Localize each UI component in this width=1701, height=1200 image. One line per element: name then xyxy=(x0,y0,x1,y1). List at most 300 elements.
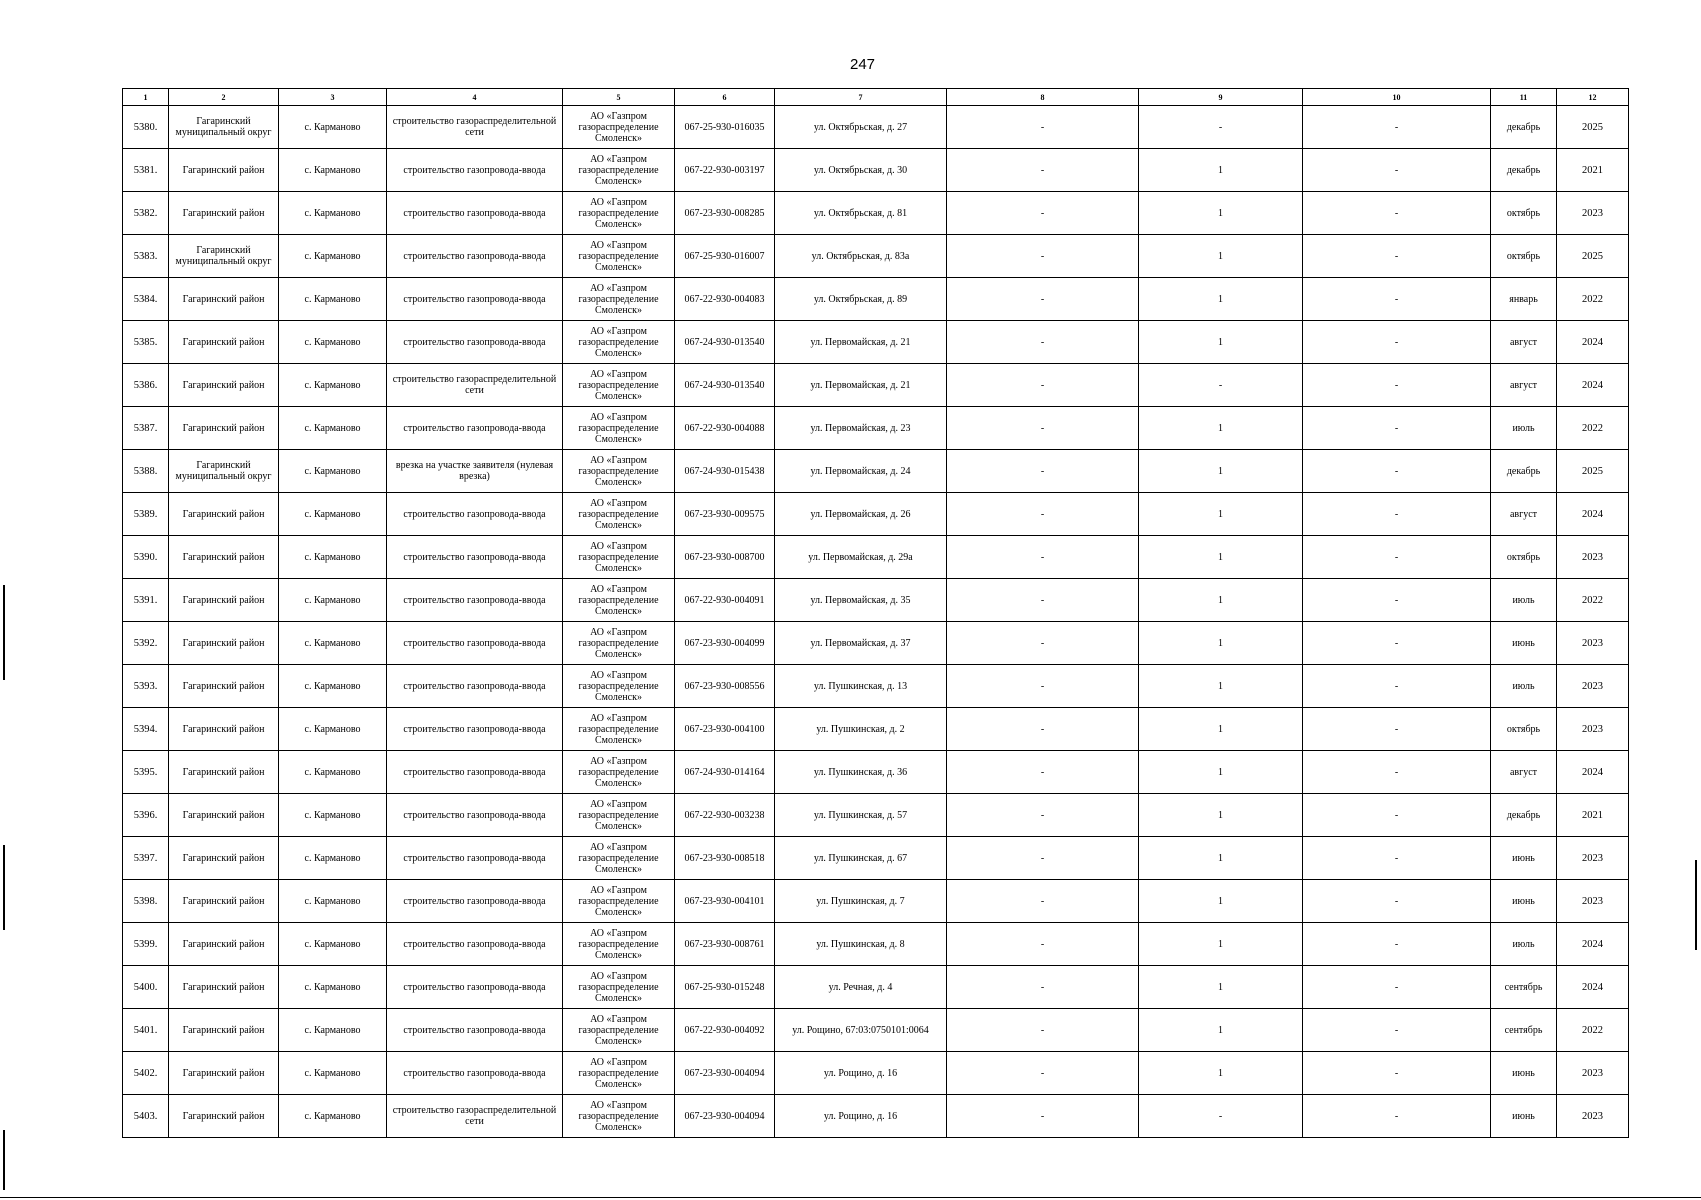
table-cell: 5398. xyxy=(123,880,169,923)
table-cell: строительство газораспределительной сети xyxy=(387,364,563,407)
table-cell: 1 xyxy=(1139,837,1303,880)
table-cell: ул. Первомайская, д. 35 xyxy=(775,579,947,622)
table-cell: строительство газораспределительной сети xyxy=(387,106,563,149)
table-header xyxy=(123,89,1629,106)
table-cell: 5390. xyxy=(123,536,169,579)
table-cell: август xyxy=(1491,321,1557,364)
scan-mark xyxy=(3,1130,5,1190)
table-cell: с. Карманово xyxy=(279,493,387,536)
table-cell: 5393. xyxy=(123,665,169,708)
table-cell: - xyxy=(947,321,1139,364)
table-cell: АО «Газпром газораспределение Смоленск» xyxy=(563,794,675,837)
table-cell: с. Карманово xyxy=(279,278,387,321)
table-cell: АО «Газпром газораспределение Смоленск» xyxy=(563,1009,675,1052)
table-cell: 5394. xyxy=(123,708,169,751)
table-cell: октябрь xyxy=(1491,708,1557,751)
table-cell: 1 xyxy=(1139,880,1303,923)
table-cell: декабрь xyxy=(1491,450,1557,493)
table-cell: август xyxy=(1491,364,1557,407)
table-cell: - xyxy=(1303,235,1491,278)
table-cell: ул. Первомайская, д. 26 xyxy=(775,493,947,536)
table-cell: АО «Газпром газораспределение Смоленск» xyxy=(563,1052,675,1095)
table-row xyxy=(123,450,1629,493)
table-cell: строительство газопровода-ввода xyxy=(387,708,563,751)
table-cell: АО «Газпром газораспределение Смоленск» xyxy=(563,364,675,407)
table-cell: - xyxy=(947,579,1139,622)
table-cell: строительство газораспределительной сети xyxy=(387,1095,563,1138)
table-cell: 067-23-930-008285 xyxy=(675,192,775,235)
table-cell: - xyxy=(947,837,1139,880)
table-cell: 2023 xyxy=(1557,837,1629,880)
table-cell: 5396. xyxy=(123,794,169,837)
table-cell: 5402. xyxy=(123,1052,169,1095)
table-cell: 2025 xyxy=(1557,450,1629,493)
table-cell: 067-23-930-008556 xyxy=(675,665,775,708)
table-cell: Гагаринский муниципальный округ xyxy=(169,450,279,493)
table-cell: - xyxy=(947,880,1139,923)
table-cell: - xyxy=(947,235,1139,278)
table-cell: 1 xyxy=(1139,278,1303,321)
table-cell: 1 xyxy=(1139,966,1303,1009)
table-cell: Гагаринский район xyxy=(169,622,279,665)
table-cell: Гагаринский район xyxy=(169,493,279,536)
table-cell: с. Карманово xyxy=(279,880,387,923)
table-cell: 2023 xyxy=(1557,1095,1629,1138)
table-cell: июль xyxy=(1491,923,1557,966)
table-cell: с. Карманово xyxy=(279,751,387,794)
table-cell: 2022 xyxy=(1557,278,1629,321)
table-cell: 067-22-930-003238 xyxy=(675,794,775,837)
page-number: 247 xyxy=(850,56,876,73)
table-cell: с. Карманово xyxy=(279,622,387,665)
table-cell: 1 xyxy=(1139,536,1303,579)
table-cell: с. Карманово xyxy=(279,192,387,235)
table-cell: 5397. xyxy=(123,837,169,880)
table-cell: декабрь xyxy=(1491,794,1557,837)
table-cell: строительство газопровода-ввода xyxy=(387,794,563,837)
table-cell: 1 xyxy=(1139,149,1303,192)
table-cell: 1 xyxy=(1139,1009,1303,1052)
table-row xyxy=(123,106,1629,149)
table-cell: 067-25-930-016007 xyxy=(675,235,775,278)
table-cell: 1 xyxy=(1139,708,1303,751)
table-cell: Гагаринский муниципальный округ xyxy=(169,235,279,278)
table-cell: - xyxy=(947,1052,1139,1095)
table-cell: ул. Пушкинская, д. 8 xyxy=(775,923,947,966)
column-header-8: 8 xyxy=(947,89,1139,106)
table-cell: ул. Пушкинская, д. 7 xyxy=(775,880,947,923)
table-cell: - xyxy=(947,192,1139,235)
table-cell: 2025 xyxy=(1557,106,1629,149)
table-cell: АО «Газпром газораспределение Смоленск» xyxy=(563,106,675,149)
table-cell: ул. Рощино, д. 16 xyxy=(775,1052,947,1095)
table-cell: строительство газопровода-ввода xyxy=(387,536,563,579)
table-cell: - xyxy=(1303,751,1491,794)
table-cell: с. Карманово xyxy=(279,837,387,880)
table-cell: Гагаринский район xyxy=(169,837,279,880)
table-cell: с. Карманово xyxy=(279,1009,387,1052)
table-cell: Гагаринский муниципальный округ xyxy=(169,106,279,149)
table-cell: 1 xyxy=(1139,923,1303,966)
table-cell: 067-25-930-016035 xyxy=(675,106,775,149)
table-cell: 5381. xyxy=(123,149,169,192)
table-cell: - xyxy=(1303,622,1491,665)
table-cell: АО «Газпром газораспределение Смоленск» xyxy=(563,837,675,880)
table-cell: с. Карманово xyxy=(279,450,387,493)
table-cell: с. Карманово xyxy=(279,923,387,966)
table-cell: - xyxy=(1303,579,1491,622)
table-cell: с. Карманово xyxy=(279,579,387,622)
table-cell: - xyxy=(947,1009,1139,1052)
table-cell: ул. Октябрьская, д. 89 xyxy=(775,278,947,321)
table-cell: ул. Первомайская, д. 23 xyxy=(775,407,947,450)
table-row xyxy=(123,622,1629,665)
scan-mark xyxy=(3,845,5,930)
table-cell: с. Карманово xyxy=(279,407,387,450)
table-cell: с. Карманово xyxy=(279,708,387,751)
table-cell: июнь xyxy=(1491,837,1557,880)
table-cell: 1 xyxy=(1139,407,1303,450)
table-cell: строительство газопровода-ввода xyxy=(387,149,563,192)
scan-mark xyxy=(3,585,5,680)
table-cell: строительство газопровода-ввода xyxy=(387,966,563,1009)
table-cell: 1 xyxy=(1139,1052,1303,1095)
table-cell: АО «Газпром газораспределение Смоленск» xyxy=(563,751,675,794)
table-cell: Гагаринский район xyxy=(169,321,279,364)
table-cell: июнь xyxy=(1491,880,1557,923)
table-cell: - xyxy=(1303,149,1491,192)
table-cell: АО «Газпром газораспределение Смоленск» xyxy=(563,536,675,579)
table-cell: с. Карманово xyxy=(279,794,387,837)
table-cell: - xyxy=(1303,665,1491,708)
table-cell: сентябрь xyxy=(1491,966,1557,1009)
table-cell: 2023 xyxy=(1557,536,1629,579)
table-cell: 1 xyxy=(1139,622,1303,665)
table-cell: Гагаринский район xyxy=(169,536,279,579)
table-cell: ул. Рощино, 67:03:0750101:0064 xyxy=(775,1009,947,1052)
table-cell: 067-22-930-004091 xyxy=(675,579,775,622)
table-cell: 2024 xyxy=(1557,364,1629,407)
table-cell: АО «Газпром газораспределение Смоленск» xyxy=(563,966,675,1009)
table-cell: - xyxy=(1303,794,1491,837)
table-cell: ул. Первомайская, д. 21 xyxy=(775,364,947,407)
column-header-9: 9 xyxy=(1139,89,1303,106)
table-cell: - xyxy=(1303,407,1491,450)
table-cell: с. Карманово xyxy=(279,1052,387,1095)
table-cell: - xyxy=(1303,1095,1491,1138)
table-cell: строительство газопровода-ввода xyxy=(387,321,563,364)
table-cell: 5400. xyxy=(123,966,169,1009)
table-cell: Гагаринский район xyxy=(169,192,279,235)
table-cell: - xyxy=(1303,880,1491,923)
column-header-1: 1 xyxy=(123,89,169,106)
table-row xyxy=(123,1052,1629,1095)
table-cell: - xyxy=(947,1095,1139,1138)
table-cell: июль xyxy=(1491,665,1557,708)
table-cell: август xyxy=(1491,751,1557,794)
table-row xyxy=(123,536,1629,579)
table-cell: Гагаринский район xyxy=(169,665,279,708)
table-cell: 067-24-930-015438 xyxy=(675,450,775,493)
table-row xyxy=(123,235,1629,278)
table-cell: 067-25-930-015248 xyxy=(675,966,775,1009)
table-cell: Гагаринский район xyxy=(169,149,279,192)
table-cell: ул. Пушкинская, д. 57 xyxy=(775,794,947,837)
table-row xyxy=(123,579,1629,622)
table-row xyxy=(123,493,1629,536)
table-cell: - xyxy=(947,751,1139,794)
table-cell: 2023 xyxy=(1557,665,1629,708)
table-cell: июнь xyxy=(1491,1052,1557,1095)
table-cell: строительство газопровода-ввода xyxy=(387,407,563,450)
table-cell: с. Карманово xyxy=(279,235,387,278)
table-cell: АО «Газпром газораспределение Смоленск» xyxy=(563,579,675,622)
table-row xyxy=(123,1009,1629,1052)
table-cell: - xyxy=(947,923,1139,966)
table-cell: 2023 xyxy=(1557,880,1629,923)
table-cell: врезка на участке заявителя (нулевая врезка) xyxy=(387,450,563,493)
column-header-6: 6 xyxy=(675,89,775,106)
table-cell: 2025 xyxy=(1557,235,1629,278)
table-cell: - xyxy=(947,450,1139,493)
table-cell: 5382. xyxy=(123,192,169,235)
table-cell: Гагаринский район xyxy=(169,1009,279,1052)
table-cell: - xyxy=(1139,106,1303,149)
table-cell: АО «Газпром газораспределение Смоленск» xyxy=(563,450,675,493)
table-cell: июль xyxy=(1491,579,1557,622)
table-cell: 5383. xyxy=(123,235,169,278)
table-cell: 2023 xyxy=(1557,1052,1629,1095)
table-cell: декабрь xyxy=(1491,149,1557,192)
table-cell: - xyxy=(1303,364,1491,407)
column-header-3: 3 xyxy=(279,89,387,106)
scan-bottom-line xyxy=(0,1197,1701,1198)
table-cell: 067-22-930-003197 xyxy=(675,149,775,192)
table-cell: АО «Газпром газораспределение Смоленск» xyxy=(563,321,675,364)
table-cell: АО «Газпром газораспределение Смоленск» xyxy=(563,493,675,536)
table-cell: 067-24-930-013540 xyxy=(675,364,775,407)
table-cell: - xyxy=(947,407,1139,450)
table-cell: - xyxy=(947,536,1139,579)
table-cell: ул. Октябрьская, д. 30 xyxy=(775,149,947,192)
column-header-12: 12 xyxy=(1557,89,1629,106)
table-cell: - xyxy=(1303,708,1491,751)
table-cell: АО «Газпром газораспределение Смоленск» xyxy=(563,665,675,708)
table-cell: ул. Пушкинская, д. 36 xyxy=(775,751,947,794)
table-cell: с. Карманово xyxy=(279,321,387,364)
table-row xyxy=(123,665,1629,708)
header-row xyxy=(123,89,1629,106)
table-cell: 5391. xyxy=(123,579,169,622)
table-cell: ул. Октябрьская, д. 27 xyxy=(775,106,947,149)
table-cell: 1 xyxy=(1139,579,1303,622)
table-row xyxy=(123,407,1629,450)
table-cell: 1 xyxy=(1139,665,1303,708)
scan-mark xyxy=(1695,860,1697,950)
table-cell: - xyxy=(1303,536,1491,579)
table-cell: Гагаринский район xyxy=(169,880,279,923)
table-cell: ул. Речная, д. 4 xyxy=(775,966,947,1009)
table-cell: АО «Газпром газораспределение Смоленск» xyxy=(563,149,675,192)
table-cell: - xyxy=(947,708,1139,751)
table-cell: 2024 xyxy=(1557,966,1629,1009)
table-cell: 2023 xyxy=(1557,622,1629,665)
table-cell: с. Карманово xyxy=(279,966,387,1009)
table-cell: 067-23-930-004100 xyxy=(675,708,775,751)
table-cell: строительство газопровода-ввода xyxy=(387,235,563,278)
table-cell: ул. Октябрьская, д. 81 xyxy=(775,192,947,235)
table-cell: 1 xyxy=(1139,794,1303,837)
table-cell: 1 xyxy=(1139,192,1303,235)
table-cell: 1 xyxy=(1139,321,1303,364)
table-cell: 5387. xyxy=(123,407,169,450)
table-cell: Гагаринский район xyxy=(169,579,279,622)
table-cell: строительство газопровода-ввода xyxy=(387,579,563,622)
table-cell: - xyxy=(1139,1095,1303,1138)
table-cell: АО «Газпром газораспределение Смоленск» xyxy=(563,192,675,235)
table-cell: с. Карманово xyxy=(279,149,387,192)
table-cell: - xyxy=(1303,1052,1491,1095)
table-cell: 2022 xyxy=(1557,1009,1629,1052)
table-cell: ул. Октябрьская, д. 83а xyxy=(775,235,947,278)
table-cell: АО «Газпром газораспределение Смоленск» xyxy=(563,622,675,665)
table-cell: Гагаринский район xyxy=(169,794,279,837)
column-header-11: 11 xyxy=(1491,89,1557,106)
table-cell: - xyxy=(1139,364,1303,407)
table-row xyxy=(123,321,1629,364)
table-cell: с. Карманово xyxy=(279,1095,387,1138)
table-cell: 067-22-930-004083 xyxy=(675,278,775,321)
table-cell: Гагаринский район xyxy=(169,364,279,407)
table-cell: - xyxy=(947,106,1139,149)
table-cell: - xyxy=(1303,966,1491,1009)
table-cell: ул. Первомайская, д. 37 xyxy=(775,622,947,665)
table-cell: октябрь xyxy=(1491,536,1557,579)
table-cell: - xyxy=(1303,106,1491,149)
table-cell: - xyxy=(947,493,1139,536)
table-cell: 2023 xyxy=(1557,708,1629,751)
table-cell: ул. Пушкинская, д. 2 xyxy=(775,708,947,751)
table-cell: 5399. xyxy=(123,923,169,966)
table-cell: 5395. xyxy=(123,751,169,794)
table-cell: 5380. xyxy=(123,106,169,149)
table-cell: с. Карманово xyxy=(279,536,387,579)
table-cell: - xyxy=(1303,493,1491,536)
table-cell: строительство газопровода-ввода xyxy=(387,493,563,536)
table-cell: строительство газопровода-ввода xyxy=(387,665,563,708)
table-row xyxy=(123,149,1629,192)
table-cell: 067-22-930-004092 xyxy=(675,1009,775,1052)
column-header-4: 4 xyxy=(387,89,563,106)
table-cell: с. Карманово xyxy=(279,106,387,149)
table-cell: 2021 xyxy=(1557,149,1629,192)
table-cell: 5392. xyxy=(123,622,169,665)
table-cell: - xyxy=(1303,192,1491,235)
table-row xyxy=(123,1095,1629,1138)
table-cell: АО «Газпром газораспределение Смоленск» xyxy=(563,407,675,450)
table-cell: строительство газопровода-ввода xyxy=(387,923,563,966)
column-header-5: 5 xyxy=(563,89,675,106)
table-cell: Гагаринский район xyxy=(169,923,279,966)
table-cell: АО «Газпром газораспределение Смоленск» xyxy=(563,708,675,751)
table-cell: 5401. xyxy=(123,1009,169,1052)
table-cell: 067-23-930-009575 xyxy=(675,493,775,536)
table-cell: 1 xyxy=(1139,751,1303,794)
table-row xyxy=(123,708,1629,751)
table-cell: - xyxy=(947,149,1139,192)
table-cell: 2024 xyxy=(1557,751,1629,794)
table-cell: строительство газопровода-ввода xyxy=(387,751,563,794)
table-cell: 2023 xyxy=(1557,192,1629,235)
table-cell: Гагаринский район xyxy=(169,708,279,751)
table-row xyxy=(123,364,1629,407)
table-cell: июнь xyxy=(1491,1095,1557,1138)
table-row xyxy=(123,923,1629,966)
table-row xyxy=(123,751,1629,794)
table-cell: 067-23-930-008761 xyxy=(675,923,775,966)
table-cell: 5385. xyxy=(123,321,169,364)
table-row xyxy=(123,880,1629,923)
table-cell: - xyxy=(1303,321,1491,364)
table-cell: строительство газопровода-ввода xyxy=(387,837,563,880)
table-cell: 067-22-930-004088 xyxy=(675,407,775,450)
table-cell: июль xyxy=(1491,407,1557,450)
table-cell: - xyxy=(1303,837,1491,880)
table-cell: 1 xyxy=(1139,450,1303,493)
table-cell: январь xyxy=(1491,278,1557,321)
table-cell: 5388. xyxy=(123,450,169,493)
table-cell: 2021 xyxy=(1557,794,1629,837)
table-cell: АО «Газпром газораспределение Смоленск» xyxy=(563,923,675,966)
table-cell: 2024 xyxy=(1557,493,1629,536)
table-cell: октябрь xyxy=(1491,192,1557,235)
table-body xyxy=(123,106,1629,1138)
table-cell: Гагаринский район xyxy=(169,1095,279,1138)
table-row xyxy=(123,837,1629,880)
table-cell: октябрь xyxy=(1491,235,1557,278)
table-cell: 067-23-930-004099 xyxy=(675,622,775,665)
registry-table xyxy=(122,88,1629,1138)
table-cell: август xyxy=(1491,493,1557,536)
table-cell: строительство газопровода-ввода xyxy=(387,192,563,235)
table-cell: Гагаринский район xyxy=(169,1052,279,1095)
table-cell: 2024 xyxy=(1557,321,1629,364)
table-cell: ул. Пушкинская, д. 67 xyxy=(775,837,947,880)
table-cell: 067-23-930-004101 xyxy=(675,880,775,923)
table-cell: 5386. xyxy=(123,364,169,407)
table-cell: - xyxy=(947,622,1139,665)
table-cell: строительство газопровода-ввода xyxy=(387,278,563,321)
table-cell: 5384. xyxy=(123,278,169,321)
table-cell: декабрь xyxy=(1491,106,1557,149)
table-cell: 067-23-930-004094 xyxy=(675,1052,775,1095)
table-cell: Гагаринский район xyxy=(169,278,279,321)
table-cell: 2024 xyxy=(1557,923,1629,966)
table-cell: 2022 xyxy=(1557,579,1629,622)
table-row xyxy=(123,794,1629,837)
column-header-10: 10 xyxy=(1303,89,1491,106)
table-cell: с. Карманово xyxy=(279,364,387,407)
table-cell: - xyxy=(947,966,1139,1009)
table-cell: 067-23-930-008700 xyxy=(675,536,775,579)
table-cell: ул. Первомайская, д. 29а xyxy=(775,536,947,579)
table-cell: - xyxy=(1303,278,1491,321)
table-cell: строительство газопровода-ввода xyxy=(387,1009,563,1052)
table-cell: АО «Газпром газораспределение Смоленск» xyxy=(563,880,675,923)
table-cell: ул. Первомайская, д. 21 xyxy=(775,321,947,364)
table-cell: ул. Рощино, д. 16 xyxy=(775,1095,947,1138)
table-cell: Гагаринский район xyxy=(169,966,279,1009)
